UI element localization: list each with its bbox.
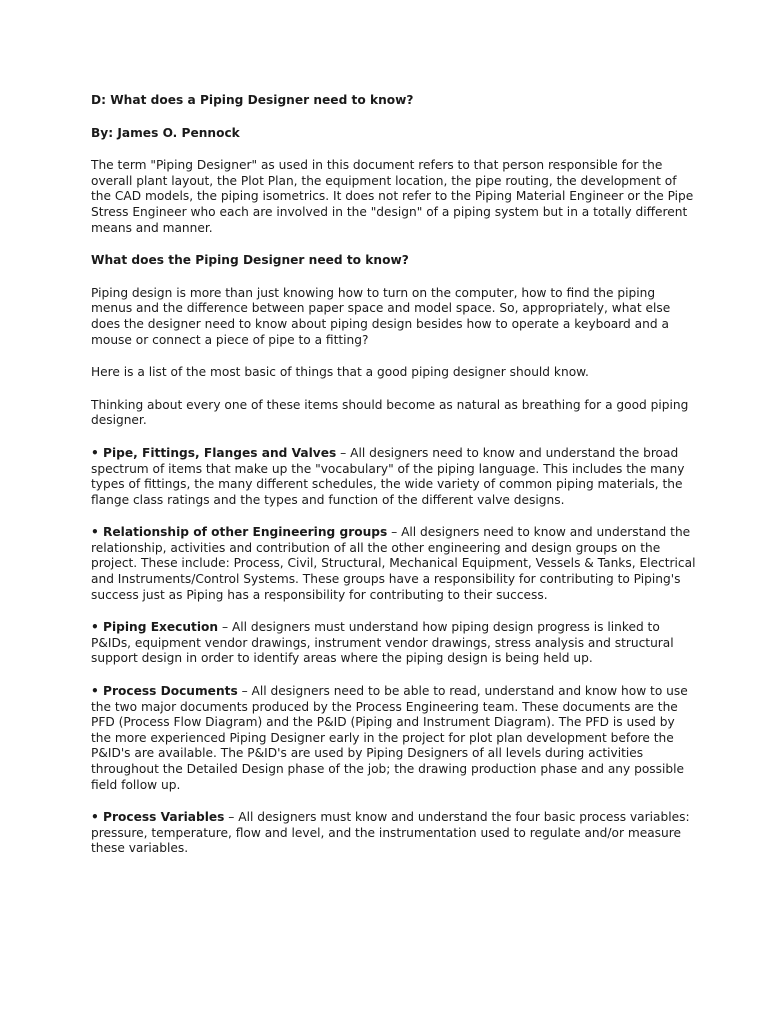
list-item-heading: • Piping Execution xyxy=(91,620,219,635)
list-item-text: – All designers must understand how piping design progress is linked to P&IDs, equipment vendor drawings, instrument vendor drawings, stress analysis and structural support design in order to identify areas where the piping design is being held up. xyxy=(91,620,674,666)
body-paragraph: Thinking about every one of these items should become as natural as breathing for a good piping designer. xyxy=(91,397,689,428)
list-item xyxy=(91,810,698,857)
list-item xyxy=(91,684,698,793)
list-item xyxy=(91,525,698,603)
list-item-text: – All designers need to know and understand the relationship, activities and contribution of all the other engineering and design groups on the project. These include: Process, Civil, Structural, Mechanical Equipment, Vessels & Tanks, Electrical and Instruments/Control Systems. These groups have a responsibility for contributing to Piping's success just as Piping has a responsibility for contributing to their success. xyxy=(91,525,696,602)
list-item xyxy=(91,620,698,667)
intro-paragraph: The term "Piping Designer" as used in this document refers to that person responsible for the overall plant layout, the Plot Plan, the equipment location, the pipe routing, the development of the CAD models, the piping isometrics. It does not refer to the Piping Material Engineer or the Pipe Stress Engineer who each are involved in the "design" of a piping system but in a totally different means and manner. xyxy=(91,158,694,235)
list-item xyxy=(91,446,698,508)
section-heading: What does the Piping Designer need to know? xyxy=(91,253,409,268)
list-item-text: – All designers must know and understand the four basic process variables: pressure, temperature, flow and level, and the instrumentation used to regulate and/or measure these variables. xyxy=(91,810,690,856)
list-item-heading: • Process Variables xyxy=(91,810,225,825)
list-item-heading: • Pipe, Fittings, Flanges and Valves xyxy=(91,445,337,460)
list-item-text: – All designers need to know and understand the broad spectrum of items that make up the "vocabulary" of the piping language. This includes the many types of fittings, the many different schedules, the wide variety of common piping materials, the flange class ratings and the types and function of the different valve designs. xyxy=(91,445,685,507)
list-item-text: – All designers need to be able to read, understand and know how to use the two major documents produced by the Process Engineering team. These documents are the PFD (Process Flow Diagram) and the P&ID (Piping and Instrument Diagram). The PFD is used by the more experienced Piping Designer early in the project for plot plan development before the P&ID's are available. The P&ID's are used by Piping Designers of all levels during activities throughout the Detailed Design phase of the job; the drawing production phase and any possible field follow up. xyxy=(91,684,688,792)
list-item-heading: • Process Documents xyxy=(91,684,238,699)
list-item-heading: • Relationship of other Engineering groups xyxy=(91,525,388,540)
document-title: D: What does a Piping Designer need to know? xyxy=(91,93,414,107)
author-byline: By: James O. Pennock xyxy=(91,125,240,140)
body-paragraph: Here is a list of the most basic of things that a good piping designer should know. xyxy=(91,365,589,380)
body-paragraph: Piping design is more than just knowing how to turn on the computer, how to find the piping menus and the difference between paper space and model space. So, appropriately, what else does the designer need to know about piping design besides how to operate a keyboard and a mouse or connect a piece of pipe to a fitting? xyxy=(91,285,671,347)
